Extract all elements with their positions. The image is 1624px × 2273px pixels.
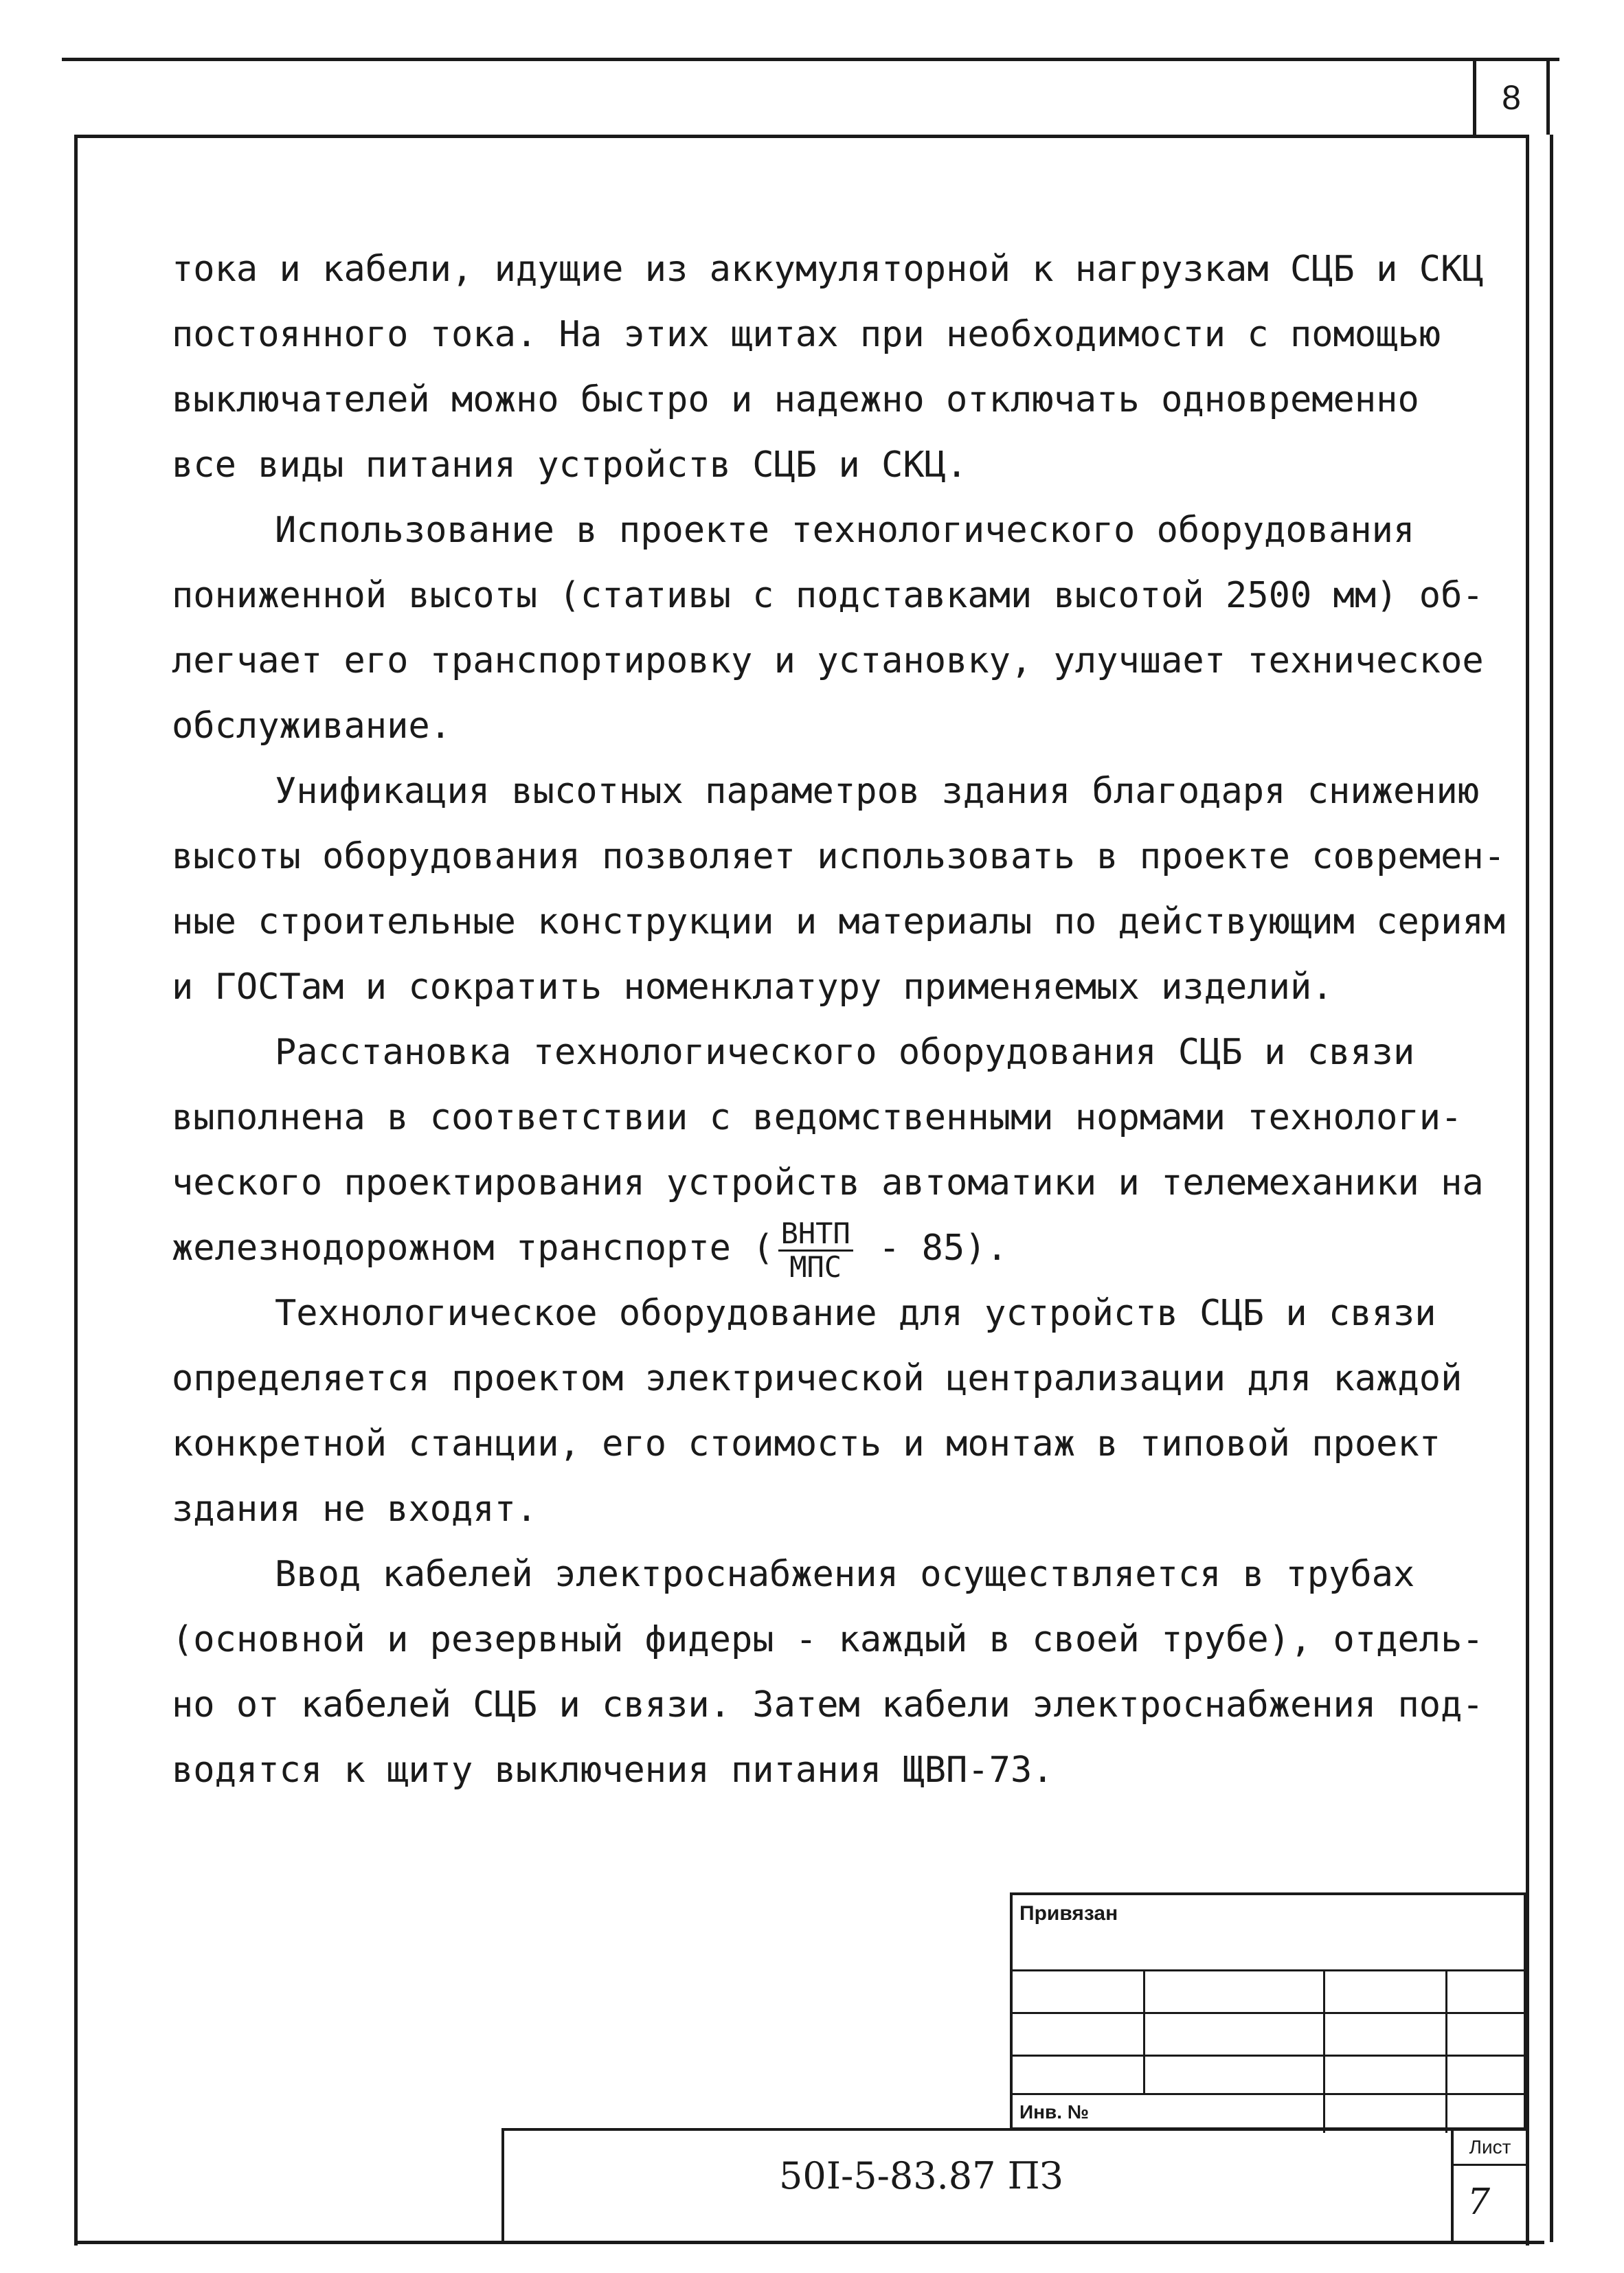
text-line: здания не входят. (172, 1489, 538, 1530)
text-line: но от кабелей СЦБ и связи. Затем кабели электроснабжения под- (172, 1684, 1484, 1726)
text-line: постоянного тока. На этих щитах при необходимости с помощью (172, 314, 1441, 355)
text-line: (основной и резервный фидеры - каждый в своей трубе), отдель- (172, 1619, 1484, 1660)
text-line: все виды питания устройств СЦБ и СКЦ. (172, 444, 968, 486)
text-line: водятся к щиту выключения питания ЩВП-73. (172, 1750, 1054, 1791)
text-line: Использование в проекте технологического оборудования (275, 510, 1415, 551)
sheet-label: Лист (1454, 2131, 1526, 2166)
text-line-with-fraction (172, 1216, 1450, 1284)
text-line: пониженной высоты (стативы с подставками высотой 2500 мм) об- (172, 575, 1484, 616)
text-line: легчает его транспортировку и установку, улучшает техническое (172, 640, 1484, 681)
fraction-denominator: МПС (789, 1249, 842, 1284)
privyazan-label: Привязан (1019, 1902, 1118, 1925)
right-margin-rule (1550, 135, 1553, 2242)
text-line: ные строительные конструкции и материалы по действующим сериям (172, 901, 1506, 942)
stamp-grid-line (1445, 1969, 1447, 2133)
sheet-number-box (1451, 2128, 1526, 2242)
top-border-line (62, 58, 1559, 61)
text-line: Унификация высотных параметров здания благодаря снижению (275, 771, 1480, 812)
stamp-grid (1013, 1969, 1524, 2133)
text-line: тока и кабели, идущие из аккумуляторной к нагрузкам СЦБ и СКЦ (172, 249, 1484, 290)
text-line: Расстановка технологического оборудования СЦБ и связи (275, 1032, 1415, 1073)
binding-stamp (1010, 1892, 1526, 2130)
title-block (501, 2128, 1526, 2242)
sheet-number: 7 (1467, 2182, 1491, 2223)
text-line: Ввод кабелей электроснабжения осуществляется в трубах (275, 1554, 1415, 1595)
text-line: высоты оборудования позволяет использовать в проекте современ- (172, 836, 1506, 877)
page-number: 8 (1502, 78, 1521, 117)
text-line: определяется проектом электрической централизации для каждой (172, 1358, 1463, 1399)
stamp-grid-line (1143, 1969, 1145, 2093)
body-text (172, 237, 1506, 1803)
text-line: ческого проектирования устройств автоматики и телемеханики на (172, 1162, 1484, 1203)
line-suffix: - 85). (857, 1228, 1008, 1269)
document-code: 50I-5-83.87 ПЗ (779, 2154, 1063, 2197)
page-number-box (1473, 60, 1550, 135)
inv-number-label: Инв. № (1019, 2101, 1090, 2123)
text-line: и ГОСТам и сократить номенклатуру применяемых изделий. (172, 966, 1333, 1008)
text-line: выключателей можно быстро и надежно отключать одновременно (172, 379, 1419, 420)
fraction (778, 1218, 853, 1283)
fraction-numerator: ВНТП (778, 1218, 853, 1252)
line-prefix: железнодорожном транспорте ( (172, 1228, 774, 1269)
text-line: конкретной станции, его стоимость и монтаж в типовой проект (172, 1423, 1441, 1465)
stamp-grid-line (1323, 1969, 1325, 2133)
text-line: выполнена в соответствии с ведомственными нормами технологи- (172, 1097, 1463, 1138)
text-line: Технологическое оборудование для устройств СЦБ и связи (275, 1293, 1436, 1334)
text-line: обслуживание. (172, 705, 451, 747)
